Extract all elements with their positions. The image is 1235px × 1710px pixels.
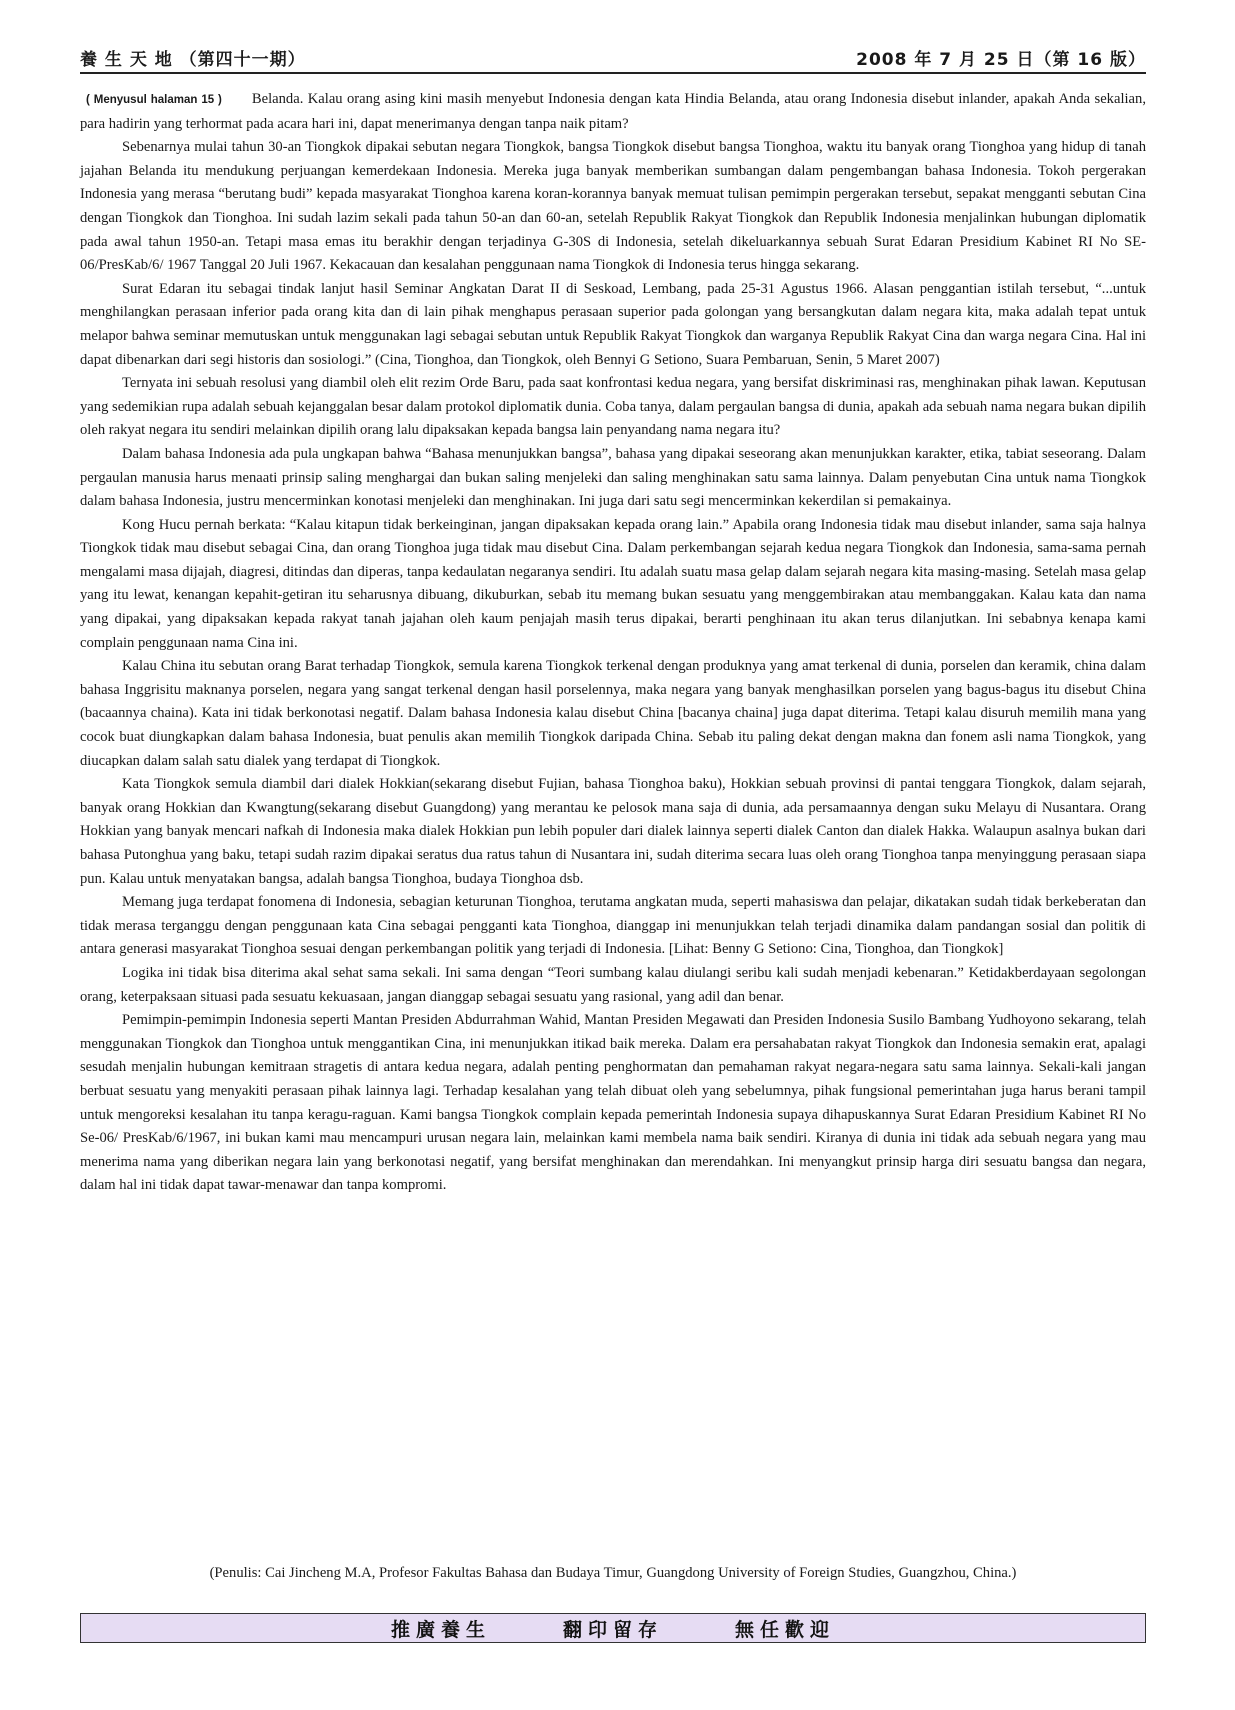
continuation-note: ( Menyusul halaman 15 ) — [86, 94, 222, 106]
footer-banner — [80, 1613, 1146, 1643]
page-header — [80, 40, 1146, 70]
paragraph: ( Menyusul halaman 15 ) Belanda. Kalau orang asing kini masih menyebut Indonesia dengan kata Hindia Belanda, atau orang Indonesia disebut inlander, apakah Anda sekalian, para hadirin yang terhormat pada acara hari ini, dapat menerimanya dengan tanpa naik pitam? — [80, 91, 1146, 132]
paragraph: Pemimpin-pemimpin Indonesia seperti Mantan Presiden Abdurrahman Wahid, Mantan Presiden Megawati dan Presiden Indonesia Susilo Bambang Yudhoyono sekarang, telah menggunakan Tiongkok dan Tionghoa untuk menggantikan Cina, ini menunjukkan itikad baik mereka. Dalam era persahabatan rakyat Tiongkok dan Indonesia semakin erat, apalagi sesudah menjalin hubungan kemitraan stragetis di antara kedua negara, adalah penting penghormatan dan pemahaman rakyat negara-negara satu sama lainnya. Sekali-kali jangan berbuat sesuatu yang menyakiti perasaan pihak lainnya lagi. Terhadap kesalahan yang telah dibuat oleh yang sebelumnya, pihak fungsional pemerintahan juga harus berani tampil untuk mengoreksi kesalahan itu tanpa keragu-raguan. Kami bangsa Tiongkok complain kepada pemerintah Indonesia supaya dihapuskannya Surat Edaran Presidium Kabinet RI No Se-06/ PresKab/6/1967, ini bukan kami mau mencampuri urusan negara lain, melainkan kami membela nama baik sendiri. Kiranya di dunia ini tidak ada sebuah negara yang mau menerima nama yang diberikan negara lain yang berkonotasi negatif, yang bersifat menghinakan dan merendahkan. Ini menyangkut prinsip harga diri sesuatu bangsa dan negara, dalam hal ini tidak dapat tawar-menawar dan tanpa kompromi. — [80, 1012, 1146, 1194]
paragraph: Kalau China itu sebutan orang Barat terhadap Tiongkok, semula karena Tiongkok terkenal dengan produknya yang amat terkenal di dunia, porselen dan keramik, china dalam bahasa Inggrisitu maknanya porselen, negara yang sangat terkenal dengan hasil porselennya, maka negara yang banyak menghasilkan porselen yang bagus-bagus itu disebut China (bacaannya chaina). Kata ini tidak berkonotasi negatif. Dalam bahasa Indonesia kalau disebut China [bacanya chaina] juga dapat diterima. Tetapi kalau disuruh memilih mana yang cocok buat diungkapkan dalam bahasa Indonesia, buat penulis akan memilih Tiongkok daripada China. Sebab itu paling dekat dengan makna dan fonem asli nama Tiongkok, yang diucapkan dalam salah satu dialek yang terdapat di Tiongkok. — [80, 658, 1146, 769]
paragraph: Surat Edaran itu sebagai tindak lanjut hasil Seminar Angkatan Darat II di Seskoad, Lembang, pada 25-31 Agustus 1966. Alasan penggantian istilah tersebut, “...untuk menghilangkan perasaan inferior pada orang kita dan di lain pihak menghapus perasaan superior pada golongan yang bersangkutan dalam negara kita, maka adalah tepat untuk melapor bahwa seminar memutuskan untuk menggunakan lagi sebagai sebutan untuk Republik Rakyat Tiongkok dan warganya Republik Rakyat Cina dan warga negara Cina. Hal ini dapat dibenarkan dari segi historis dan sosiologi.” (Cina, Tionghoa, dan Tiongkok, oleh Bennyi G Setiono, Suara Pembaruan, Senin, 5 Maret 2007) — [80, 280, 1146, 368]
paragraph: Ternyata ini sebuah resolusi yang diambil oleh elit rezim Orde Baru, pada saat konfrontasi kedua negara, yang bersifat diskriminasi ras, menghinakan pihak lawan. Keputusan yang sedemikian rupa adalah sebuah kejanggalan besar dalam protokol diplomatik dunia. Coba tanya, dalam pergaulan bangsa di dunia, apakah ada sebuah nama negara bukan dipilih oleh rakyat negara itu sendiri melainkan dipilih orang lalu dipaksakan kepada bangsa lain penyandang nama negara itu? — [80, 375, 1146, 439]
header-divider — [80, 72, 1146, 74]
footer-slogan: 推廣養生 — [390, 1618, 491, 1641]
paragraph: Dalam bahasa Indonesia ada pula ungkapan bahwa “Bahasa menunjukkan bangsa”, bahasa yang dipakai seseorang akan menunjukkan karakter, etika, tabiat seseorang. Dalam pergaulan manusia harus menaati prinsip saling menghargai dan bukan saling menjeleki dan saling menghinakan satu sama lainnya. Dalam penyebutan Cina untuk nama Tiongkok dalam bahasa Indonesia, justru mencerminkan konotasi menjeleki dan menghinakan. Ini juga dari satu segi mencerminkan kekerdilan si pemakainya. — [80, 445, 1146, 510]
publication-title: 養 生 天 地 （第四十一期） — [80, 50, 306, 70]
article-body — [80, 88, 1146, 1198]
issue-date: 2008 年 7 月 25 日（第 16 版） — [856, 50, 1146, 70]
footer-slogan: 翻印留存 — [562, 1618, 663, 1641]
paragraph: Kata Tiongkok semula diambil dari dialek Hokkian(sekarang disebut Fujian, bahasa Tionghoa baku), Hokkian sebuah provinsi di pantai tenggara Tiongkok, dalam sejarah, banyak orang Hokkian dan Kwangtung(sekarang disebut Guangdong) yang merantau ke pelosok mana saja di dunia, ada persamaannya dengan suku Melayu di Nusantara. Orang Hokkian yang banyak mencari nafkah di Indonesia maka dialek Hokkian pun lebih populer dari dialek lainnya seperti dialek Canton dan dialek Hakka. Walaupun asalnya bukan dari bahasa Putonghua yang baku, tetapi sudah razim dipakai seratus dua ratus tahun di Nusantara ini, sudah diterima secara luas oleh orang Tionghoa tanpa menyinggung perasaan siapa pun. Kalau untuk menyatakan bangsa, adalah bangsa Tionghoa, budaya Tionghoa dsb. — [80, 776, 1146, 887]
paragraph: Sebenarnya mulai tahun 30-an Tiongkok dipakai sebutan negara Tiongkok, bangsa Tiongkok disebut bangsa Tionghoa, waktu itu banyak orang Tionghoa yang hidup di tanah jajahan Belanda itu mendukung perjuangan kemerdekaan Indonesia. Mereka juga banyak memberikan sumbangan dalam pengembangan bahasa Indonesia. Tokoh pergerakan Indonesia yang merasa “berutang budi” kepada masyarakat Tionghoa karena koran-korannya banyak memuat tulisan pemimpin pergerakan tersebut, sepakat mengganti sebutan Cina dengan Tiongkok dan Tionghoa. Ini sudah lazim sekali pada tahun 50-an dan 60-an, setelah Republik Rakyat Tiongkok dan Republik Indonesia menjalinkan hubungan diplomatik pada awal tahun 1950-an. Tetapi masa emas itu berakhir dengan terjadinya G-30S di Indonesia, setelah dikeluarkannya sebuah Surat Edaran Presidium Kabinet RI No SE-06/PresKab/6/ 1967 Tanggal 20 Juli 1967. Kekacauan dan kesalahan penggunaan nama Tiongkok di Indonesia terus hingga sekarang. — [80, 139, 1146, 274]
footer-slogan: 無任歡迎 — [735, 1618, 836, 1641]
paragraph: Kong Hucu pernah berkata: “Kalau kitapun tidak berkeinginan, jangan dipaksakan kepada orang lain.” Apabila orang Indonesia tidak mau disebut inlander, sama saja halnya Tiongkok tidak mau disebut sebagai Cina, dan orang Tionghoa juga tidak mau disebut Cina. Dalam perkembangan sejarah kedua negara Tiongkok dan Indonesia, sama-sama pernah mengalami masa dijajah, diagresi, ditindas dan diperas, tanpa kedaulatan negaranya sendiri. Itu adalah suatu masa gelap dalam sejarah negara kita masing-masing. Setelah masa gelap yang itu lewat, kenangan kepahit-getiran itu seharusnya dibuang, dikuburkan, sebab itu memang bukan sesuatu yang menggembirakan atau membanggakan. Kalau kata dan nama yang dipakai, yang dipaksakan kepada rakyat tanah jajahan oleh kaum penjajah masih terus dipakai, berarti penghinaan itu akan terus dilanjutkan. Ini sebabnya kenapa kami complain penggunaan nama Cina ini. — [80, 516, 1146, 651]
paragraph: Memang juga terdapat fonomena di Indonesia, sebagian keturunan Tionghoa, terutama angkatan muda, seperti mahasiswa dan pelajar, dikatakan sudah tidak berkeberatan dan tidak merasa terganggu dengan penggunaan kata Cina sebagai pengganti kata Tionghoa, dianggap ini menunjukkan telah terjadi dinamika dalam pandangan sosial dan politik di antara generasi masyarakat Tionghoa sesuai dengan perkembangan politik yang terjadi di Indonesia. [Lihat: Benny G Setiono: Cina, Tionghoa, dan Tiongkok] — [80, 894, 1146, 958]
author-note: (Penulis: Cai Jincheng M.A, Profesor Fakultas Bahasa dan Budaya Timur, Guangdong University of Foreign Studies, Guangzhou, China.) — [209, 1565, 1017, 1581]
paragraph: Logika ini tidak bisa diterima akal sehat sama sekali. Ini sama dengan “Teori sumbang kalau diulangi seribu kali sudah menjadi kebenaran.” Ketidakberdayaan segolongan orang, keterpaksaan situasi pada sesuatu kekuasaan, jangan dianggap sebagai sesuatu yang rasional, yang adil dan benar. — [80, 964, 1146, 1005]
